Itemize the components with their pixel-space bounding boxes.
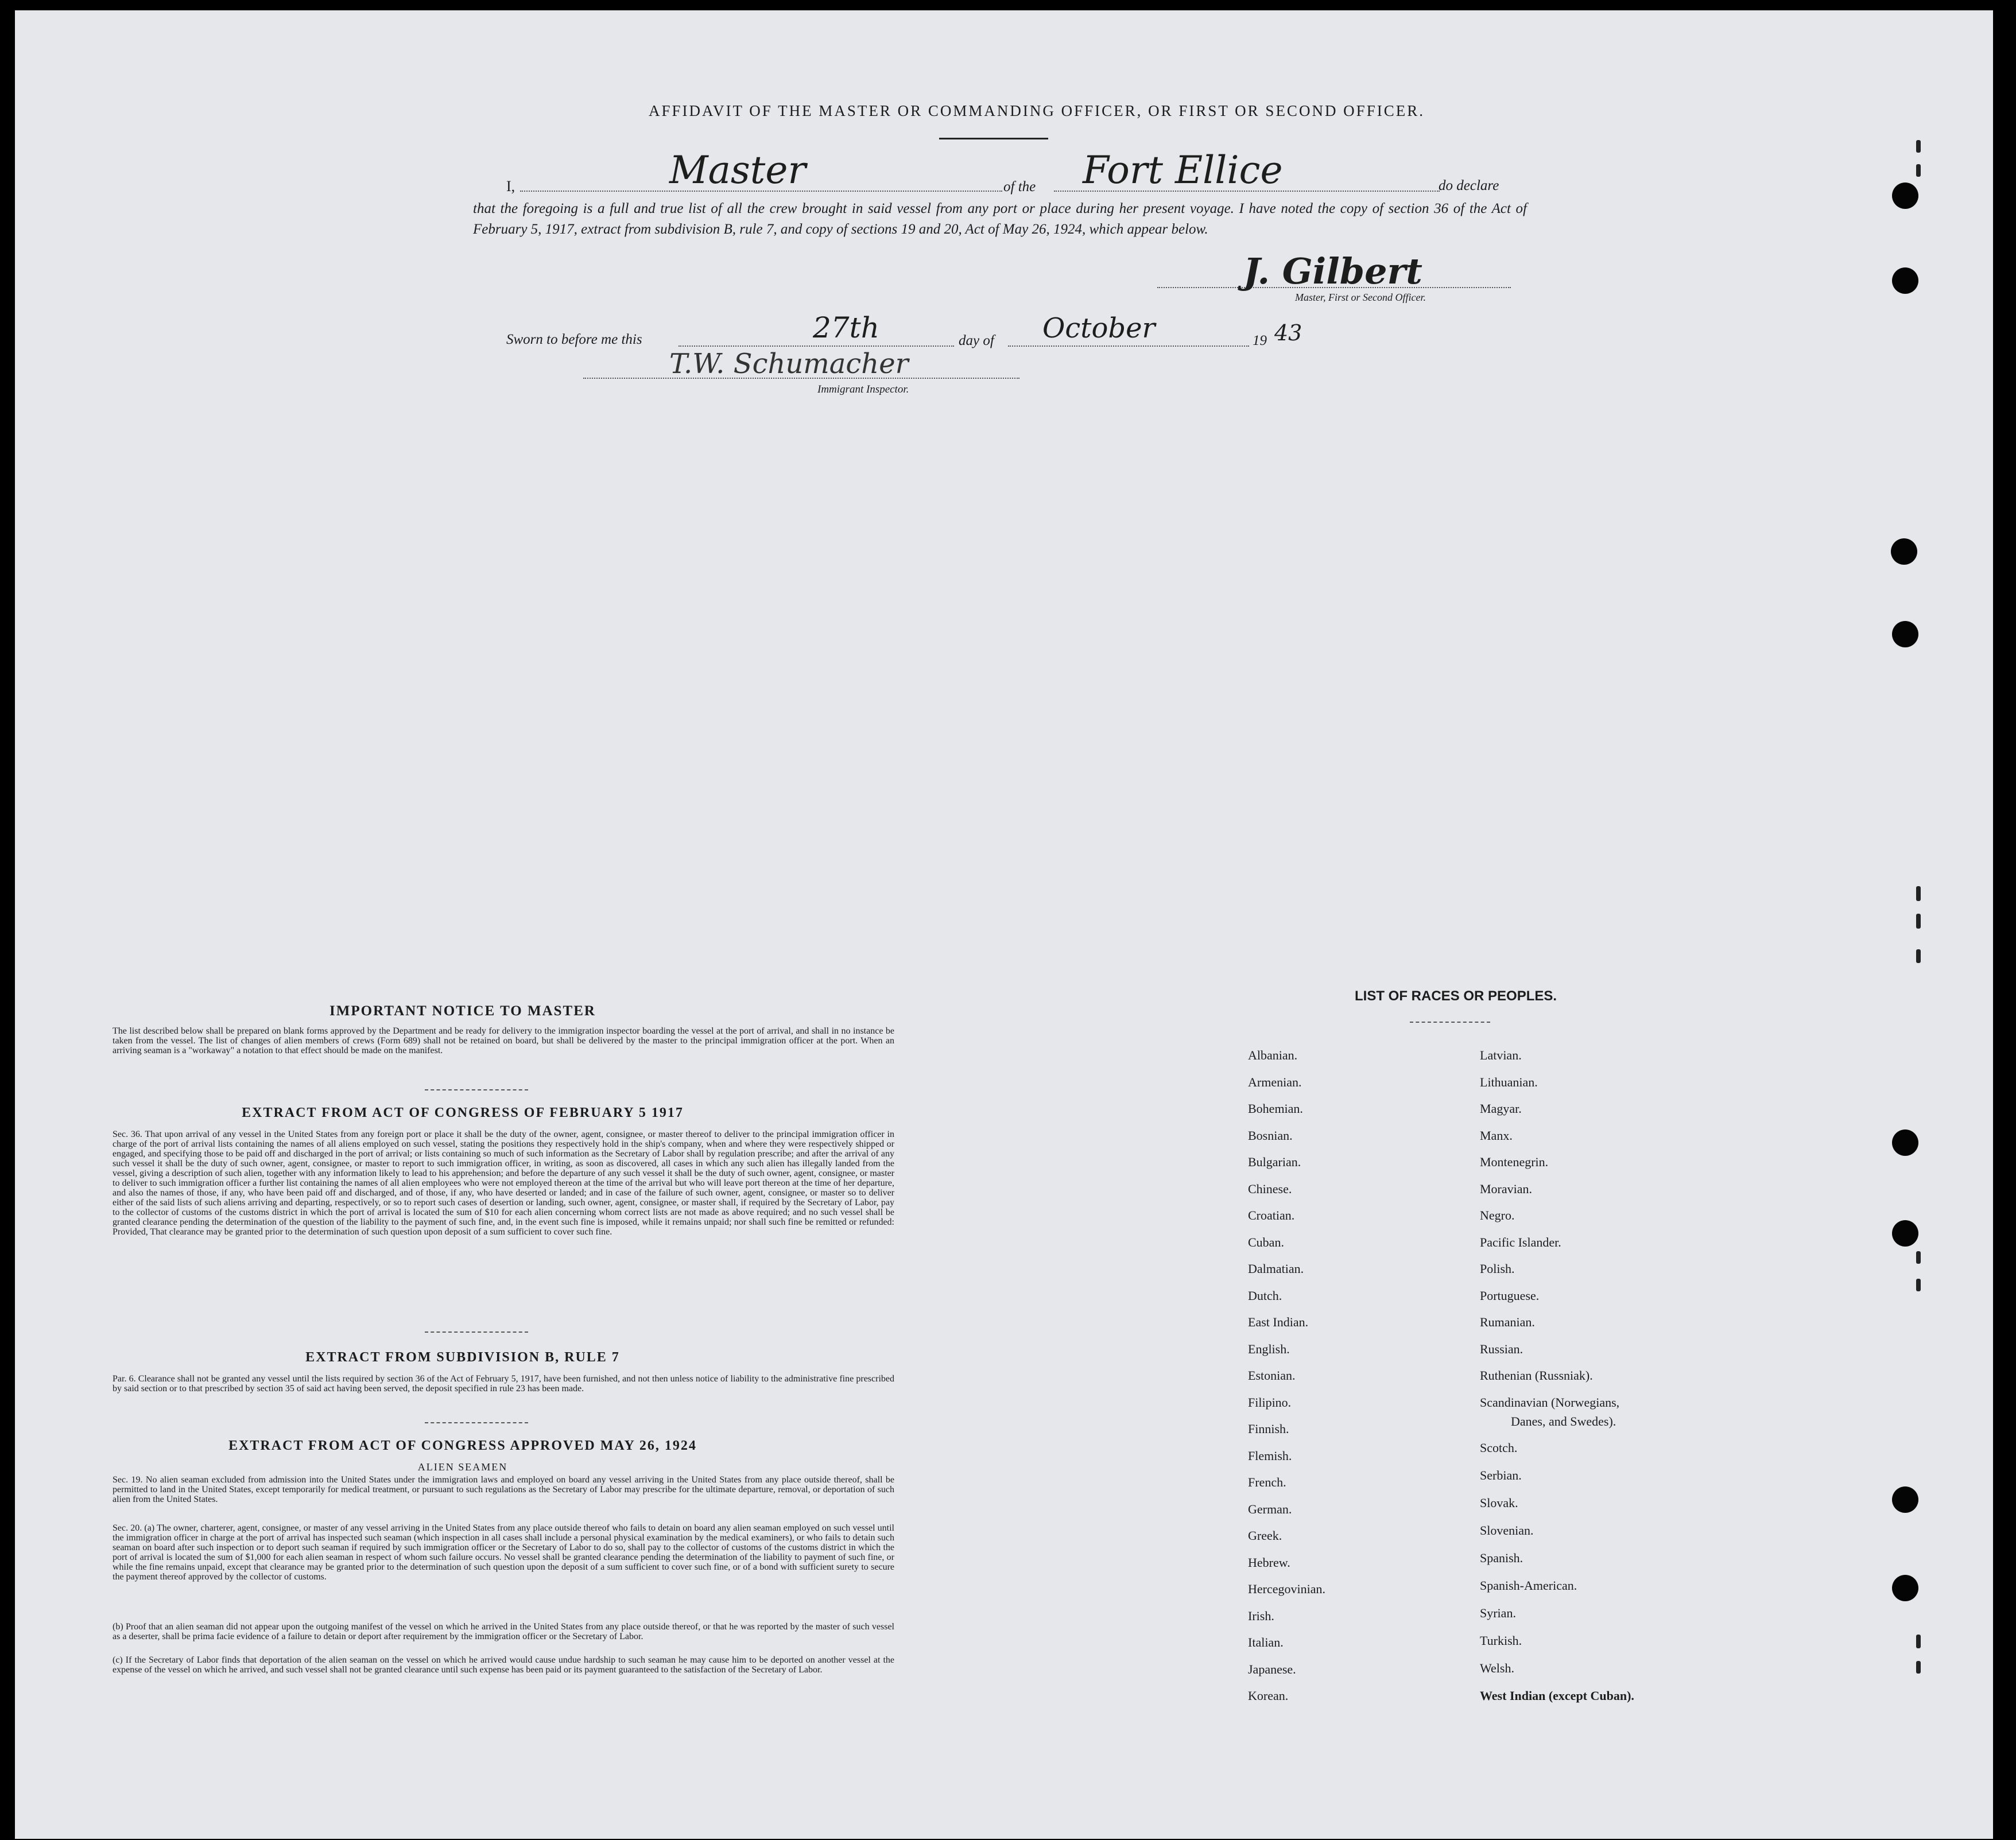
extract1917-rule xyxy=(425,1332,528,1333)
day-handwritten: 27th xyxy=(813,311,879,344)
race-item: Greek. xyxy=(1248,1528,1282,1543)
notice-heading: IMPORTANT NOTICE TO MASTER xyxy=(329,1003,596,1019)
i-label: I, xyxy=(506,178,515,195)
binder-hole xyxy=(1892,1220,1918,1247)
vessel-handwritten: Fort Ellice xyxy=(1083,148,1283,192)
subdivisionB-rule xyxy=(425,1422,528,1423)
race-item: Spanish. xyxy=(1480,1551,1523,1565)
extract1924-heading: EXTRACT FROM ACT OF CONGRESS APPROVED MAY 26, 1924 xyxy=(228,1438,697,1453)
race-item: Japanese. xyxy=(1248,1662,1296,1676)
race-item: Scandinavian (Norwegians, xyxy=(1480,1395,1620,1410)
race-item: Pacific Islander. xyxy=(1480,1235,1561,1249)
day-fill-line xyxy=(679,346,954,347)
race-item: Lithuanian. xyxy=(1480,1075,1538,1089)
race-item: Armenian. xyxy=(1248,1075,1302,1089)
scan-mark xyxy=(1916,1251,1921,1264)
scan-mark xyxy=(1916,949,1921,963)
race-item: Bosnian. xyxy=(1248,1128,1293,1143)
race-item: Russian. xyxy=(1480,1342,1523,1356)
race-item: Chinese. xyxy=(1248,1182,1292,1196)
race-item: Portuguese. xyxy=(1480,1288,1540,1303)
race-item: East Indian. xyxy=(1248,1315,1309,1329)
binder-hole xyxy=(1892,1486,1918,1513)
race-item: English. xyxy=(1248,1342,1290,1356)
race-item: Negro. xyxy=(1480,1208,1515,1222)
binder-hole xyxy=(1892,1575,1918,1601)
month-handwritten: October xyxy=(1042,312,1156,344)
binder-hole xyxy=(1891,538,1917,565)
subdivisionB-heading: EXTRACT FROM SUBDIVISION B, RULE 7 xyxy=(305,1350,620,1365)
day-of-label: day of xyxy=(959,333,994,348)
race-item: Estonian. xyxy=(1248,1368,1296,1383)
race-item: Bohemian. xyxy=(1248,1101,1303,1116)
race-item: Turkish. xyxy=(1480,1633,1522,1648)
race-item: Spanish-American. xyxy=(1480,1578,1577,1593)
race-item: Syrian. xyxy=(1480,1606,1516,1620)
binder-hole xyxy=(1892,267,1918,294)
race-item: Rumanian. xyxy=(1480,1315,1535,1329)
race-item: Filipino. xyxy=(1248,1395,1292,1410)
scan-mark xyxy=(1916,1279,1921,1291)
race-item: Flemish. xyxy=(1248,1449,1292,1463)
race-item: Finnish. xyxy=(1248,1422,1289,1436)
race-item: Manx. xyxy=(1480,1128,1513,1143)
race-item: Hebrew. xyxy=(1248,1555,1290,1570)
race-item: French. xyxy=(1248,1475,1286,1489)
scan-mark xyxy=(1916,1661,1921,1674)
race-item: Ruthenian (Russniak). xyxy=(1480,1368,1593,1383)
race-item: Hercegovinian. xyxy=(1248,1582,1325,1596)
binder-hole xyxy=(1892,1129,1918,1156)
binder-hole xyxy=(1892,621,1918,647)
year-handwritten: 43 xyxy=(1274,320,1302,346)
race-item: Albanian. xyxy=(1248,1048,1298,1062)
inspector-handwritten: T.W. Schumacher xyxy=(669,348,909,380)
notice-text: The list described below shall be prepared on blank forms approved by the Department and be ready for delivery to the immigration inspector boarding the vessel at the port of arrival, and shall in no instance be taken from the vessel. The list of changes of alien members of crews (Form 689) shall not be retained on board, but shall be delivered by the master to the principal immigration officer at the port. When an arriving seaman is a "workaway" a notation to that effect should be made on the manifest. xyxy=(113,1026,894,1055)
scan-mark xyxy=(1916,164,1921,177)
sec20b-text: (b) Proof that an alien seaman did not appear upon the outgoing manifest of the vessel on which he arrived in the United States from any place outside thereof, or that he was reported by the master of such vessel as a deserter, shall be prima facie evidence of a failure to detain or deport after requirement by the immigration officer or the Secretary of Labor. xyxy=(113,1622,894,1641)
scan-mark xyxy=(1916,886,1921,901)
binder-hole xyxy=(1892,183,1918,209)
race-item: Dutch. xyxy=(1248,1288,1282,1303)
subdivisionB-text: Par. 6. Clearance shall not be granted any vessel until the lists required by section 36 of the Act of February 5, 1917, have been furnished, and not then unless notice of liability to the administrative fine prescribed by said section or to that prescribed by section 35 of said act having been served, the deposit specified in rule 23 has been made. xyxy=(113,1374,894,1393)
race-item: Korean. xyxy=(1248,1688,1289,1703)
sec19-text: Sec. 19. No alien seaman excluded from admission into the United States under the immigration laws and employed on board any vessel arriving in the United States from any place outside thereof, shall be permitted to land in the United States, except temporarily for medical treatment, or pursuant to such regulations as the Secretary of Labor may prescribe for the ultimate departure, removal, or deportation of such alien from the United States. xyxy=(113,1475,894,1504)
of-the-label: of the xyxy=(1003,179,1036,195)
affidavit-title: AFFIDAVIT OF THE MASTER OR COMMANDING OFFICER, OR FIRST OR SECOND OFFICER. xyxy=(649,102,1425,119)
race-item: Polish. xyxy=(1480,1261,1515,1276)
inspector-caption: Immigrant Inspector. xyxy=(817,383,909,395)
race-item: Scotch. xyxy=(1480,1441,1518,1455)
race-item: Dalmatian. xyxy=(1248,1261,1304,1276)
race-item: Danes, and Swedes). xyxy=(1511,1414,1616,1428)
race-item: Slovenian. xyxy=(1480,1523,1534,1538)
race-item: Slovak. xyxy=(1480,1496,1518,1510)
race-item: Irish. xyxy=(1248,1609,1274,1623)
race-item: Moravian. xyxy=(1480,1182,1533,1196)
month-fill-line xyxy=(1008,346,1249,347)
race-item: Cuban. xyxy=(1248,1235,1284,1249)
signature-caption: Master, First or Second Officer. xyxy=(1295,292,1426,303)
officer-handwritten: Master xyxy=(669,148,806,192)
race-item: Bulgarian. xyxy=(1248,1155,1301,1169)
title-rule xyxy=(939,138,1048,139)
sec20c-text: (c) If the Secretary of Labor finds that deportation of the alien seaman on the vessel on which he arrived would cause undue hardship to such seaman he may cause him to be deported on another vessel at the expense of the vessel on which he arrived, and such vessel shall not be granted clearance until such expense has been paid or its payment guaranteed to the satisfaction of the Secretary of Labor. xyxy=(113,1655,894,1675)
races-rule xyxy=(1410,1022,1490,1023)
race-item: Montenegrin. xyxy=(1480,1155,1549,1169)
scan-mark xyxy=(1916,140,1921,153)
race-item: West Indian (except Cuban). xyxy=(1480,1688,1634,1703)
scan-mark xyxy=(1916,1635,1921,1648)
notice-rule xyxy=(425,1089,528,1090)
declaration-text: that the foregoing is a full and true list of all the crew brought in said vessel from any port or place during her present voyage. I have noted the copy of section 36 of the Act of February 5, 1917, extract from subdivision B, rule 7, and copy of sections 19 and 20, Act of May 26, 1924, which appear below. xyxy=(473,201,1527,237)
do-declare-label: do declare xyxy=(1439,178,1499,193)
scan-mark xyxy=(1916,914,1921,929)
race-item: Welsh. xyxy=(1480,1661,1514,1675)
races-heading: LIST OF RACES OR PEOPLES. xyxy=(1355,988,1557,1004)
race-item: Italian. xyxy=(1248,1635,1284,1649)
document-page xyxy=(15,10,1993,1839)
year-prefix: 19 xyxy=(1253,333,1267,348)
sworn-label: Sworn to before me this xyxy=(506,332,642,347)
extract1924-subheading: ALIEN SEAMEN xyxy=(417,1461,508,1473)
extract1917-text: Sec. 36. That upon arrival of any vessel in the United States from any foreign port or place it shall be the duty of the owner, agent, consignee, or master thereof to deliver to the principal immigration officer in charge of the port of arrival lists containing the names of all aliens employed on such vessel, stating the positions they respectively hold in the ship's company, when and where they were respectively shipped or engaged, and specifying those to be paid off and discharged in the port of arrival; or lists containing so much of such information as the Secretary of Labor shall by regulation prescribe; and after the arrival of any such vessel it shall be the duty of such owner, agent, consignee, or master to report to such immigration officer, in writing, as soon as discovered, all cases in which any such alien has illegally landed from the vessel, giving a description of such alien, together with any information likely to lead to his apprehension; and before the departure of any such vessel it shall be the duty of such owner, agent, consignee, or master to deliver to such immigration officer a further list containing the names of all alien employees who were not employed thereon at the time of the arrival but who will leave port thereon at the time of her departure, and also the names of those, if any, who have been paid off and discharged, and of those, if any, who have deserted or landed; and in case of the failure of such owner, agent, consignee, or master so to deliver either of the said lists of such aliens arriving and departing, respectively, or so to report such cases of desertion or landing, such owner, agent, consignee, or master shall, if required by the Secretary of Labor, pay to the collector of customs of the customs district in which the port of arrival is located the sum of $10 for each alien concerning whom correct lists are not made as above required; and no such vessel shall be granted clearance pending the determination of the question of the liability to the payment of such fine, and, in the event such fine is imposed, while it remains unpaid; nor shall such fine be remitted or refunded: Provided, That clearance may be granted prior to the determination of such question upon deposit of a sum sufficient to cover such fine. xyxy=(113,1129,894,1237)
race-item: German. xyxy=(1248,1502,1292,1516)
signature-handwritten: J. Gilbert xyxy=(1243,250,1422,292)
race-item: Serbian. xyxy=(1480,1468,1522,1482)
race-item: Magyar. xyxy=(1480,1101,1522,1116)
race-item: Latvian. xyxy=(1480,1048,1522,1062)
race-item: Croatian. xyxy=(1248,1208,1295,1222)
sec20a-text: Sec. 20. (a) The owner, charterer, agent, consignee, or master of any vessel arriving in the United States from any place outside thereof who fails to detain on board any alien seaman employed on such vessel until the immigration officer in charge at the port of arrival has inspected such seaman (which inspection in all cases shall include a personal physical examination by the medical examiners), or who fails to detain such seaman on board after such inspection or to deport such seaman if required by such immigration officer or the Secretary of Labor to do so, shall pay to the collector of customs of the customs district in which the port of arrival is located the sum of $1,000 for each alien seaman in respect of whom such failure occurs. No vessel shall be granted clearance pending the determination of the liability to payment of such fine, or while the fine remains unpaid, except that clearance may be granted prior to the determination of such question upon the deposit of a sum sufficient to cover such fine, or of a bond with sufficient surety to secure the payment thereof approved by the collector of customs. xyxy=(113,1523,894,1582)
extract1917-heading: EXTRACT FROM ACT OF CONGRESS OF FEBRUARY 5 1917 xyxy=(242,1105,684,1120)
